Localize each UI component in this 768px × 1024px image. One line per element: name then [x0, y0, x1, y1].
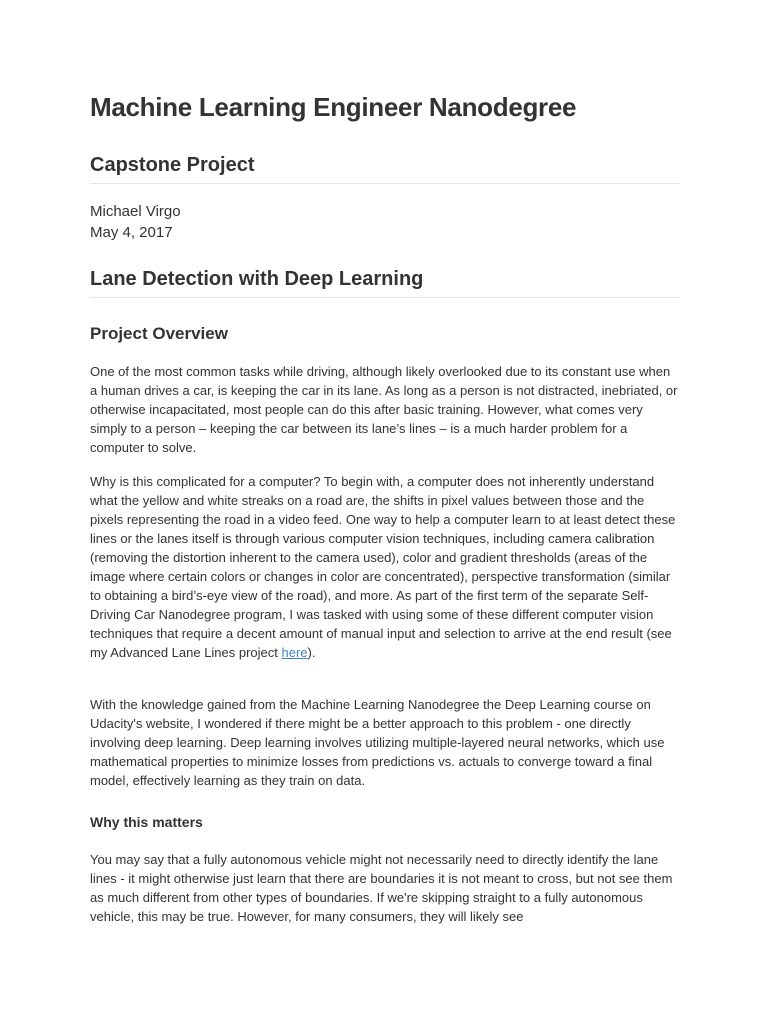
author-block	[90, 201, 181, 243]
paragraph	[90, 472, 680, 662]
document-date: May 4, 2017	[90, 224, 173, 241]
section-title: Lane Detection with Deep Learning	[90, 268, 424, 290]
overview-heading: Project Overview	[90, 324, 228, 343]
why-heading: Why this matters	[90, 814, 203, 830]
author-name: Michael Virgo	[90, 203, 181, 220]
paragraph-text-end: ).	[307, 645, 316, 660]
document-title: Machine Learning Engineer Nanodegree	[90, 92, 577, 122]
paragraph: With the knowledge gained from the Machine Learning Nanodegree the Deep Learning course on Udacity's website, I wondered if there might be a better approach to this problem - one directly involving deep learning. Deep learning involves utilizing multiple-layered neural networks, which use mathematical properties to minimize losses from predictions vs. actuals to converge toward a final model, effectively learning as they train on data.	[90, 697, 665, 788]
divider	[90, 183, 680, 184]
project-link[interactable]: here	[281, 645, 308, 660]
divider	[90, 297, 680, 298]
document-subtitle: Capstone Project	[90, 154, 255, 176]
paragraph-text: Why is this complicated for a computer? To begin with, a computer does not inherently understand what the yellow and white streaks on a road are, the shifts in pixel values between those and the pixels representing the road in a video feed. One way to help a computer learn to at least detect these lines or the lanes itself is through various computer vision techniques, including camera calibration (removing the distortion inherent to the camera used), color and gradient thresholds (areas of the image where certain colors or changes in color are concentrated), perspective transformation (similar to obtaining a bird’s-eye view of the road), and more. As part of the first term of the separate Self-Driving Car Nanodegree program, I was tasked with using some of these different computer vision techniques that require a decent amount of manual input and selection to arrive at the end result (see my Advanced Lane Lines project	[90, 474, 676, 660]
paragraph: One of the most common tasks while driving, although likely overlooked due to its constant use when a human drives a car, is keeping the car in its lane. As long as a person is not distracted, inebriated, or otherwise incapacitated, most people can do this after basic training. However, what comes very simply to a person – keeping the car between its lane’s lines – is a much harder problem for a computer to solve.	[90, 364, 678, 455]
paragraph: You may say that a fully autonomous vehicle might not necessarily need to directly identify the lane lines - it might otherwise just learn that there are boundaries it is not meant to cross, but not see them as much different from other types of boundaries. If we're skipping straight to a fully autonomous vehicle, this may be true. However, for many consumers, they will likely see	[90, 852, 673, 924]
